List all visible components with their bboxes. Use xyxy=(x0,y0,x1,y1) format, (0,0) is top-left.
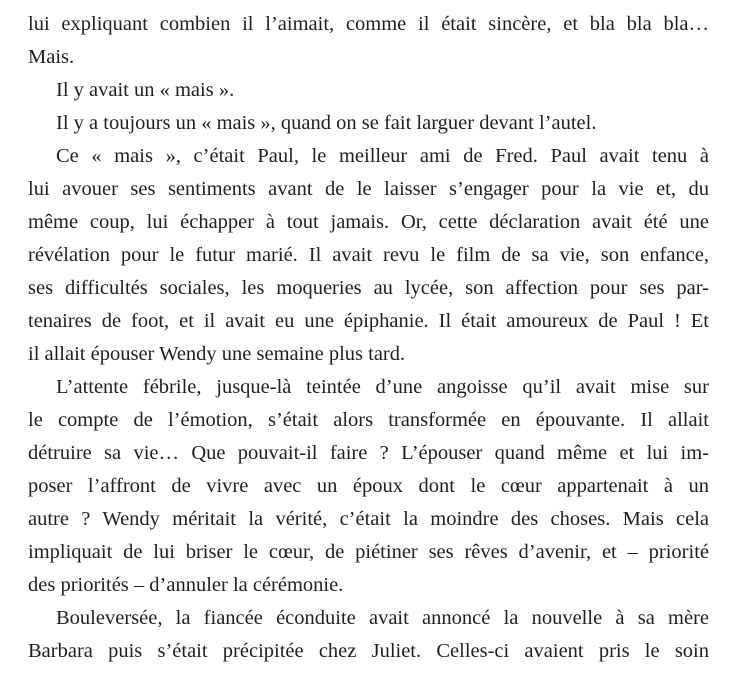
text-line: Barbara puis s’était précipitée chez Juliet. Celles-ci avaient pris le soin xyxy=(28,640,709,662)
text-line: des priorités – d’annuler la cérémonie. xyxy=(28,574,344,596)
text-line: lui avouer ses sentiments avant de le laisser s’engager pour la vie et, du xyxy=(28,178,709,200)
text-line: Mais. xyxy=(28,46,75,68)
text-line: Il y a toujours un « mais », quand on se fait larguer devant l’autel. xyxy=(56,112,597,134)
text-line: lui expliquant combien il l’aimait, comme il était sincère, et bla bla bla… xyxy=(28,13,709,35)
text-line: même coup, lui échapper à tout jamais. Or, cette déclaration avait été une xyxy=(28,211,709,233)
text-line: il allait épouser Wendy une semaine plus tard. xyxy=(28,343,406,365)
text-line: L’attente fébrile, jusque-là teintée d’une angoisse qu’il avait mise sur xyxy=(56,376,709,398)
text-line: Il y avait un « mais ». xyxy=(56,79,235,101)
text-line: détruire sa vie… Que pouvait-il faire ? L’épouser quand même et lui im- xyxy=(28,442,709,464)
text-line: Bouleversée, la fiancée éconduite avait annoncé la nouvelle à sa mère xyxy=(56,607,709,629)
text-line: poser l’affront de vivre avec un époux dont le cœur appartenait à un xyxy=(28,475,709,497)
text-line: autre ? Wendy méritait la vérité, c’était la moindre des choses. Mais cela xyxy=(28,508,709,530)
text-line: tenaires de foot, et il avait eu une épiphanie. Il était amoureux de Paul ! Et xyxy=(28,310,709,332)
text-line: Ce « mais », c’était Paul, le meilleur ami de Fred. Paul avait tenu à xyxy=(56,145,709,167)
book-page-text xyxy=(28,8,709,668)
text-line: impliquait de lui briser le cœur, de piétiner ses rêves d’avenir, et – priorité xyxy=(28,541,709,563)
text-line: ses difficultés sociales, les moqueries au lycée, son affection pour ses par- xyxy=(28,277,709,299)
text-line: le compte de l’émotion, s’était alors transformée en épouvante. Il allait xyxy=(28,409,709,431)
text-line: révélation pour le futur marié. Il avait revu le film de sa vie, son enfance, xyxy=(28,244,709,266)
